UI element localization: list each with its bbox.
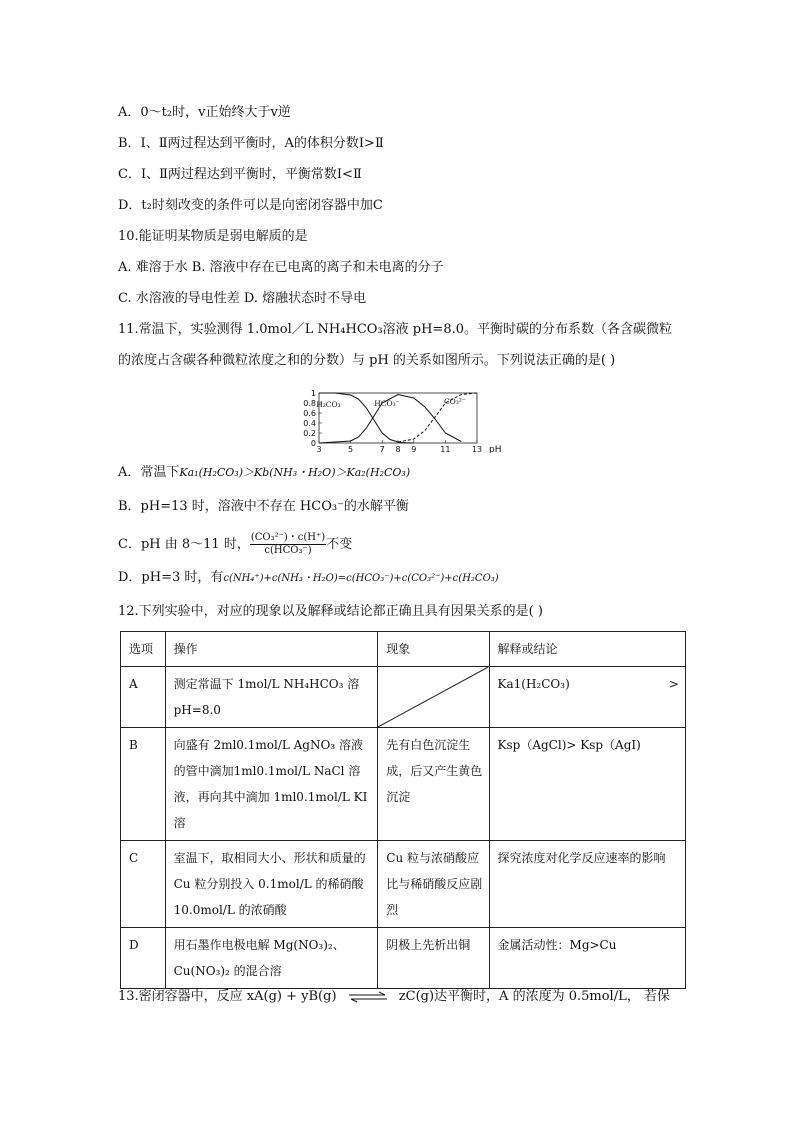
row-option: D	[121, 928, 166, 989]
header-phenomenon: 现象	[378, 632, 489, 667]
x-tick-label: 7	[379, 445, 385, 453]
row-phenomenon: 先有白色沉淀生成，后又产生黄色沉淀	[378, 728, 489, 841]
q11-option-a-expr: Ka₁(H₂CO₃)＞Kb(NH₃・H₂O)＞Ka₂(H₂CO₃)	[179, 466, 411, 479]
q9-option-c: C．Ⅰ、Ⅱ两过程达到平衡时，平衡常数Ⅰ<Ⅱ	[118, 167, 362, 182]
q11-option-a	[118, 464, 410, 482]
x-tick-label: 9	[411, 445, 417, 453]
experiment-table	[120, 631, 686, 989]
row-phenomenon: 阴极上先析出铜	[378, 928, 489, 989]
q13-suffix: zC(g)达平衡时，A 的浓度为 0.5mol/L， 若保	[398, 989, 670, 1004]
row-phenomenon: Cu 粒与浓硝酸应比与稀硝酸反应剧烈	[378, 841, 489, 928]
row-operation: 室温下，取相同大小、形状和质量的Cu 粒分别投入 0.1mol/L 的稀硝酸10.0mol/L 的浓硝酸	[165, 841, 378, 928]
q10-stem: 10.能证明某物质是弱电解质的是	[118, 229, 308, 244]
q10-options-cd: C. 水溶液的导电性差 D. 熔融状态时不导电	[118, 291, 367, 306]
q9-option-b: B．Ⅰ、Ⅱ两过程达到平衡时，A的体积分数Ⅰ>Ⅱ	[118, 136, 384, 151]
table-row	[121, 667, 686, 728]
y-tick-label: 0.4	[303, 419, 316, 428]
row-option: C	[121, 841, 166, 928]
fraction-denominator: c(HCO₃⁻)	[264, 545, 312, 556]
header-operation: 操作	[165, 632, 378, 667]
header-option: 选项	[121, 632, 166, 667]
fraction-numerator: (CO₃²⁻)・c(H⁺)	[250, 532, 326, 543]
x-tick-label: 8	[395, 445, 401, 453]
distribution-chart	[287, 385, 507, 453]
q11-option-c-suffix: 不变	[326, 537, 353, 552]
row-option: B	[121, 728, 166, 841]
table-row	[121, 928, 686, 989]
q11-option-d-prefix: D．pH=3 时，有	[118, 570, 224, 585]
row-phenomenon-empty	[378, 667, 489, 728]
distribution-chart-svg	[287, 385, 507, 453]
y-tick-label: 0.2	[303, 429, 316, 438]
series-label-3: CO₃²⁻	[443, 397, 466, 406]
q11-stem-line2: 的浓度占含碳各种微粒浓度之和的分数）与 pH 的关系如图所示。下列说法正确的是( )	[118, 353, 616, 368]
diagonal-line	[378, 667, 488, 727]
y-tick-label: 0.8	[303, 399, 316, 408]
row-conclusion: Ksp（AgCl)> Ksp（AgI)	[489, 728, 685, 841]
row-conclusion: 探究浓度对化学反应速率的影响	[489, 841, 685, 928]
q11-option-d	[118, 569, 499, 588]
header-conclusion: 解释或结论	[489, 632, 685, 667]
series-label-2: HCO₃⁻	[374, 399, 400, 408]
y-tick-label: 1	[310, 389, 316, 398]
q9-option-a: A．0～t₂时，v正始终大于v逆	[118, 105, 291, 120]
table-row	[121, 728, 686, 841]
q11-option-c-fraction	[250, 532, 326, 557]
q11-stem-line1: 11.常温下，实验测得 1.0mol／L NH₄HCO₃溶液 pH=8.0。平衡时碳的分布系数（各含碳微粒	[118, 322, 672, 337]
q11-option-b: B．pH=13 时，溶液中不存在 HCO₃⁻的水解平衡	[118, 499, 409, 514]
table-header-row	[121, 632, 686, 667]
y-tick-label: 0.6	[303, 409, 316, 418]
q13-stem	[118, 988, 670, 1006]
q12-stem: 12.下列实验中，对应的现象以及解释或结论都正确且具有因果关系的是( )	[118, 604, 543, 619]
row-operation: 向盛有 2ml0.1mol/L AgNO₃ 溶液的管中滴加1ml0.1mol/L NaCl 溶液，再向其中滴加 1ml0.1mol/L KI 溶	[165, 728, 378, 841]
q9-option-d: D．t₂时刻改变的条件可以是向密闭容器中加C	[118, 198, 383, 213]
q10-options-ab: A. 难溶于水 B. 溶液中存在已电离的离子和未电离的分子	[118, 260, 444, 275]
x-axis-label: pH	[489, 445, 502, 453]
series-label-1: H₂CO₃	[316, 400, 341, 409]
x-tick-label: 3	[316, 445, 322, 453]
x-tick-label: 11	[440, 445, 451, 453]
equilibrium-arrow-icon	[347, 991, 389, 1003]
y-tick-label: 0	[310, 439, 316, 448]
x-tick-label: 13	[471, 445, 483, 453]
q13-prefix: 13.密闭容器中，反应 xA(g) + yB(g)	[118, 989, 337, 1004]
q11-option-d-expr: c(NH₄⁺)+c(NH₃・H₂O)=c(HCO₃⁻)+c(CO₃²⁻)+c(H₂CO₃)	[223, 573, 499, 584]
row-operation: 测定常温下 1mol/L NH₄HCO₃ 溶pH=8.0	[165, 667, 378, 728]
q11-option-c	[118, 532, 352, 557]
row-operation: 用石墨作电极电解 Mg(NO₃)₂、Cu(NO₃)₂ 的混合溶	[165, 928, 378, 989]
x-tick-label: 5	[348, 445, 354, 453]
row-conclusion: Ka1(H₂CO₃) >	[489, 667, 685, 728]
q11-option-a-prefix: A．常温下	[118, 465, 180, 480]
q11-option-c-prefix: C．pH 由 8～11 时，	[118, 537, 250, 552]
row-option: A	[121, 667, 166, 728]
row-conclusion: 金属活动性：Mg>Cu	[489, 928, 685, 989]
table-row	[121, 841, 686, 928]
